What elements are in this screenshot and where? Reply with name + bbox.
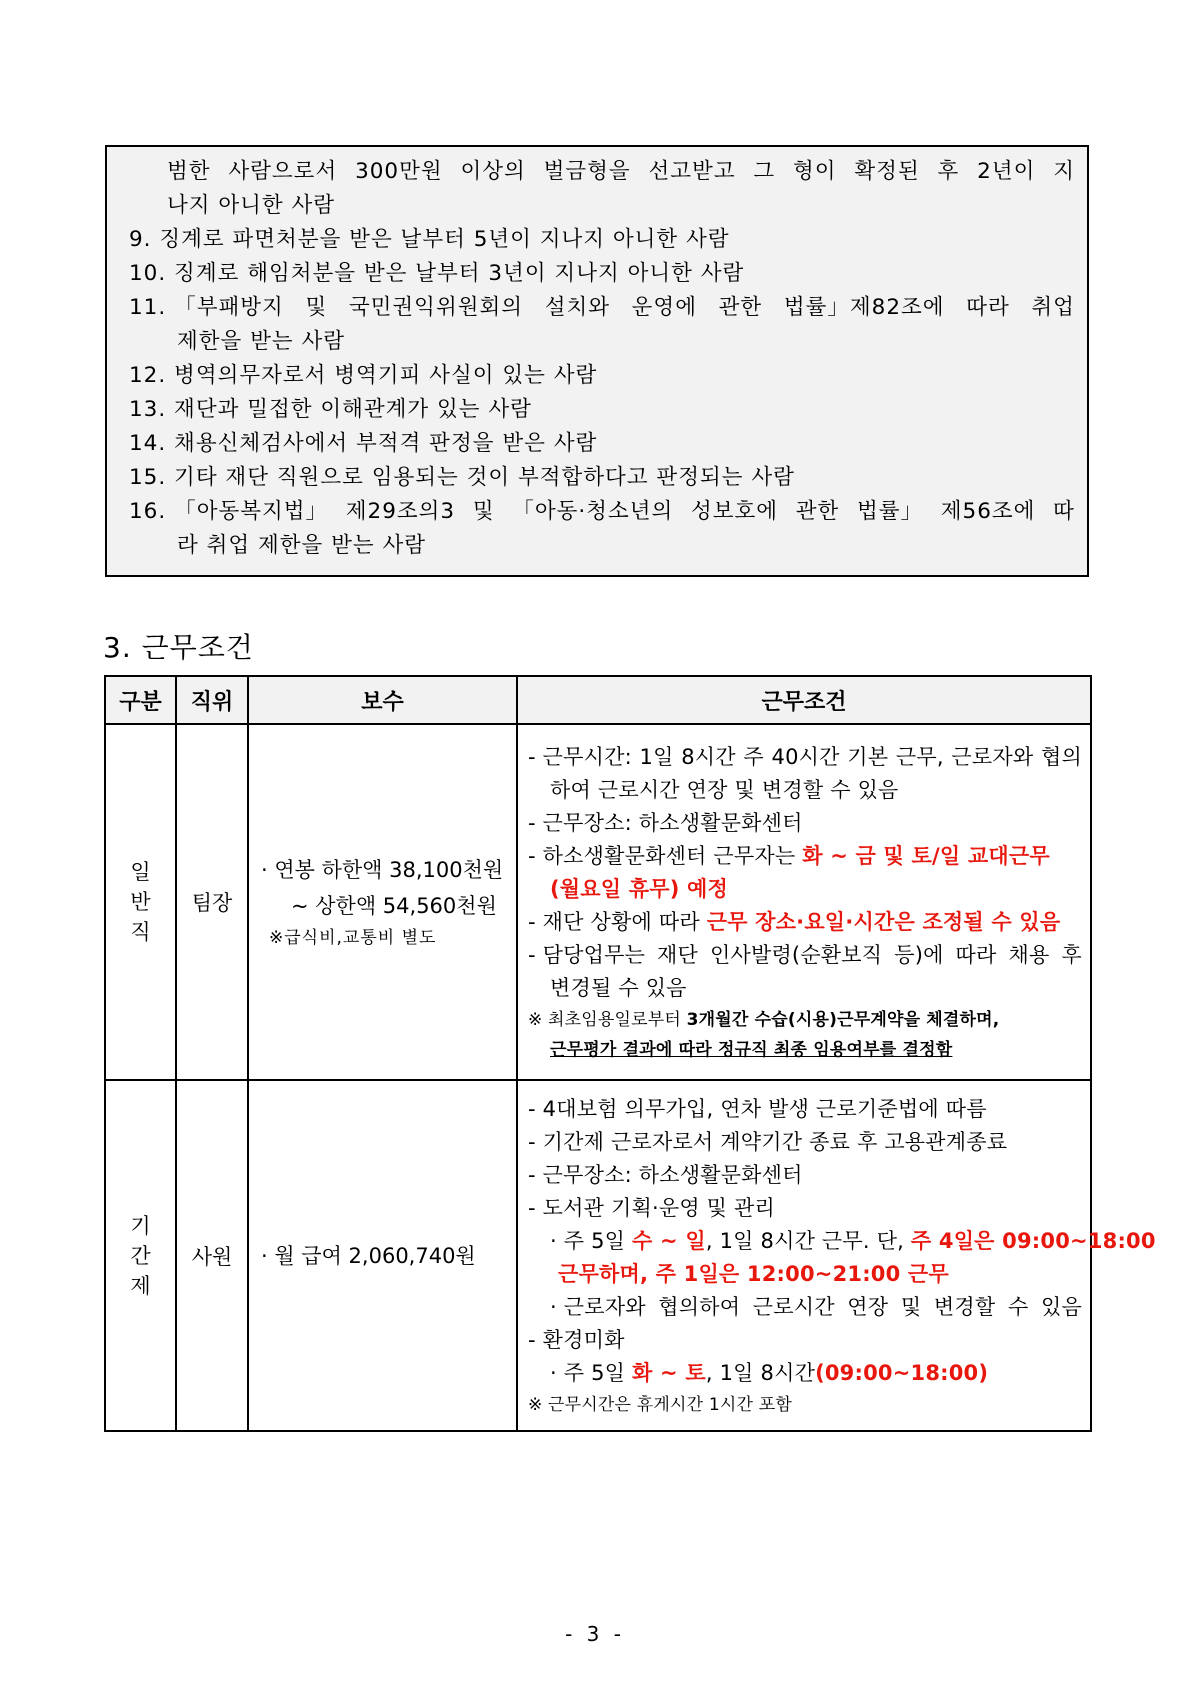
word: - 담당업무는	[528, 943, 646, 967]
list-item: 12. 병역의무자로서 병역기피 사실이 있는 사람	[129, 363, 598, 388]
list-item: 10. 징계로 해임처분을 받은 날부터 3년이 지나지 아니한 사람	[129, 261, 745, 286]
section-title: 3. 근무조건	[103, 631, 254, 664]
type-cell: 기 간 제	[105, 1080, 176, 1431]
word: 성보호에	[690, 499, 779, 524]
word: 따라	[966, 295, 1010, 320]
pay-cell: · 월 급여 2,060,740원	[248, 1080, 517, 1431]
word: 후	[937, 159, 960, 184]
word: 형이	[793, 159, 837, 184]
list-item-continuation: 제한을 받는 사람	[177, 329, 346, 354]
list-item: 14. 채용신체검사에서 부적격 판정을 받은 사람	[129, 431, 598, 456]
word: 기본	[847, 745, 889, 769]
word: 법률」	[857, 499, 924, 524]
list-item-continuation: 라 취업 제한을 받는 사람	[177, 533, 427, 558]
header-pay: 보수	[248, 676, 517, 724]
word: 따	[1053, 499, 1075, 524]
list-item: 15. 기타 재단 직원으로 임용되는 것이 부적합하다고 판정되는 사람	[129, 465, 795, 490]
word: 및	[305, 295, 328, 320]
word: 후	[1061, 943, 1082, 967]
header-conditions: 근무조건	[517, 676, 1091, 724]
word: 근무,	[895, 745, 944, 769]
conditions-cell: - 4대보험 의무가입, 연차 발생 근로기준법에 따름 - 기간제 근로자로서 계약기간 종료 후 고용관계종료 - 근무장소: 하소생활문화센터 - 도서관 기획·운영 및 관리 · 주 5일 수 ~ 일, 1일 8시간 근무. 단, 주 4일은 09:00~18:00 근무하며, 주 1일은 12:00~21:00 근무 · 근로자와 협의하여 근로시간 연장 및 변경할 수 있음 - 환경미화 · 주 5일 화 ~ 토, 1일 8시간(09:00~18:00) ※ 근무시간은 휴게시간 1시간 포함	[517, 1080, 1091, 1431]
word: 협의하여	[658, 1295, 741, 1319]
word: 등)에	[894, 943, 944, 967]
list-item: 16. 「아동복지법」 제29조의3 및 「아동·청소년의 성보호에 관한 법률」 제56조에 따	[129, 495, 1075, 529]
word: 취업	[1031, 295, 1075, 320]
header-position: 직위	[176, 676, 248, 724]
word: 「부패방지	[174, 295, 284, 320]
position-cell: 사원	[176, 1080, 248, 1431]
word: 벌금형을	[543, 159, 631, 184]
word: 그	[753, 159, 776, 184]
word: 인사발령(순환보직	[709, 943, 883, 967]
header-type: 구분	[105, 676, 176, 724]
word: 채용	[1008, 943, 1050, 967]
word: · 근로자와	[550, 1295, 646, 1319]
word: 확정된	[854, 159, 920, 184]
word: 2년이	[977, 159, 1036, 184]
page-number: - 3 -	[565, 1622, 625, 1646]
word: 관한	[795, 499, 840, 524]
word: 운영에	[631, 295, 697, 320]
word: 따라	[955, 943, 997, 967]
word: 협의	[1040, 745, 1082, 769]
word: 사람으로서	[228, 159, 338, 184]
word: 주	[743, 745, 764, 769]
pay-cell: · 연봉 하한액 38,100천원 ~ 상한액 54,560천원 ※급식비,교통비 별도	[248, 724, 517, 1080]
word: 지	[1053, 159, 1075, 184]
list-item: 9. 징계로 파면처분을 받은 날부터 5년이 지나지 아니한 사람	[129, 227, 730, 252]
word: 근로시간	[752, 1295, 835, 1319]
box-line-2: 나지 아니한 사람	[167, 193, 336, 218]
word: 1일	[639, 745, 674, 769]
box-line-1	[129, 155, 1075, 189]
table-row	[105, 724, 1091, 1080]
word: 선고받고	[648, 159, 736, 184]
word: 300만원	[355, 159, 443, 184]
word: 및	[900, 1295, 922, 1319]
conditions-cell: - 근무시간: 1일 8시간 주 40시간 기본 근무, 근로자와 협의 하여 근로시간 연장 및 변경할 수 있음 - 근무장소: 하소생활문화센터 - 하소생활문화센터 근무자는 화 ~ 금 및 토/일 교대근무 (월요일 휴무) 예정 - 재단 상황에 따라 근무 장소·요일·시간은 조정될 수 있음 - 담당업무는 재단 인사발령(순환보직 등)에 따라 채용 후 변경될 수 있음 ※ 최초임용일로부터 3개월간 수습(시용)근무계약을 체결하며, 근무평가 결과에 따라 정규직 최종 임용여부를 결정함	[517, 724, 1091, 1080]
word: 40시간	[771, 745, 840, 769]
word: 제56조에	[940, 499, 1036, 524]
type-cell: 일 반 직	[105, 724, 176, 1080]
list-item: 11. 「부패방지 및 국민권익위원회의 설치와 운영에 관한 법률」제82조에 따라 취업	[129, 291, 1075, 325]
word: 있음	[1041, 1295, 1082, 1319]
word: 제29조의3	[345, 499, 456, 524]
working-conditions-table	[104, 675, 1156, 1432]
word: 법률」제82조에	[783, 295, 945, 320]
word: 이상의	[460, 159, 526, 184]
word: 연장	[847, 1295, 889, 1319]
word: 변경할	[933, 1295, 996, 1319]
word: 수	[1007, 1295, 1029, 1319]
list-item: 13. 재단과 밀접한 이해관계가 있는 사람	[129, 397, 532, 422]
word: 8시간	[681, 745, 736, 769]
word: 재단	[657, 943, 699, 967]
word: - 근무시간:	[528, 745, 632, 769]
position-cell: 팀장	[176, 724, 248, 1080]
word: 및	[472, 499, 495, 524]
word: 「아동·청소년의	[512, 499, 674, 524]
word: 국민권익위원회의	[348, 295, 524, 320]
table-row	[105, 1080, 1091, 1431]
word: 설치와	[544, 295, 610, 320]
word: 관한	[718, 295, 763, 320]
table-header-row	[105, 676, 1091, 724]
word: 「아동복지법」	[174, 499, 329, 524]
word: 근로자와	[951, 745, 1034, 769]
disqualification-box	[105, 145, 1089, 577]
word: 범한	[167, 159, 211, 184]
